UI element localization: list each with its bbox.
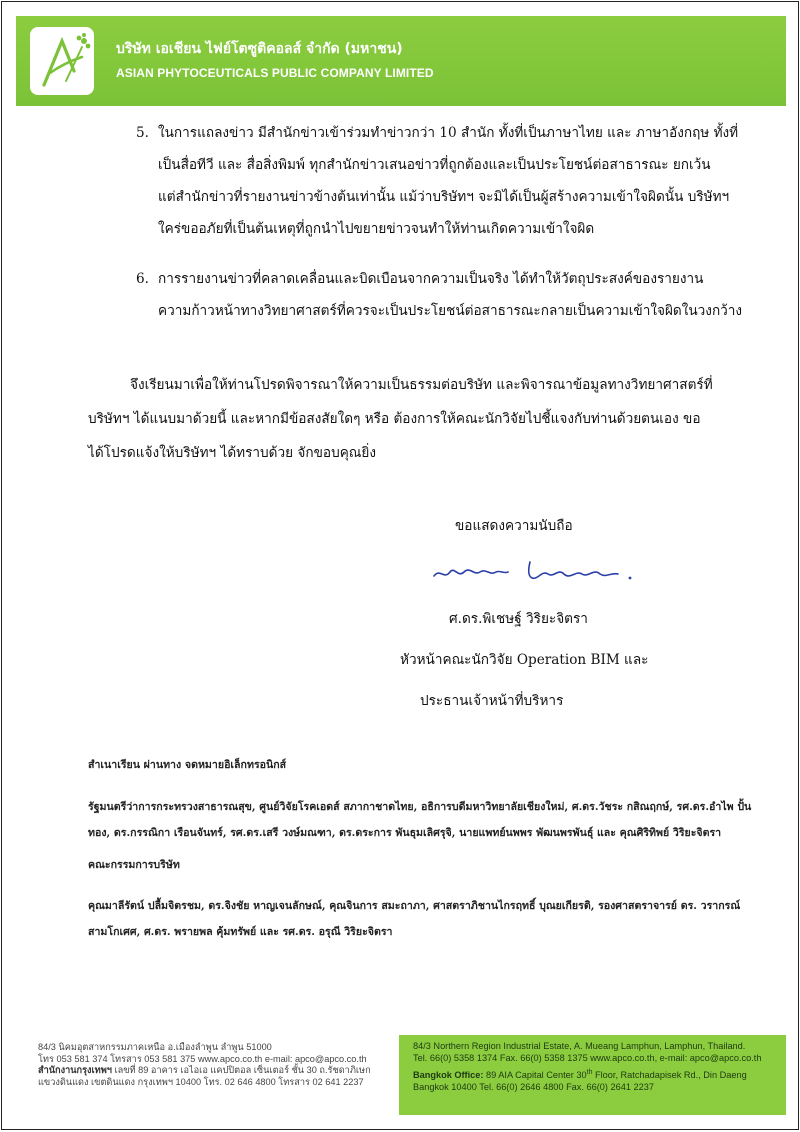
item-number: 5.	[136, 125, 149, 141]
bangkok-office-address-thai: เลขที่ 89 อาคาร เอไอเอ แคปปิตอล เซ็นเตอร์ ชั้น 30 ถ.รัชดาภิเษก	[111, 1065, 371, 1075]
letterhead-banner	[16, 16, 786, 106]
signatory-name: ศ.ดร.พิเชษฐ์ วิริยะจิตรา	[449, 611, 588, 627]
closing-line: ได้โปรดแจ้งให้บริษัทฯ ได้ทราบด้วย จักขอบคุณยิ่ง	[88, 445, 377, 461]
footer-address-english	[399, 1035, 786, 1115]
handwritten-signature	[430, 554, 640, 590]
cc-recipients	[88, 796, 752, 844]
cc-line: ทอง, ดร.กรรณิกา เรือนจันทร์, รศ.ดร.เสรี วงษ์มณฑา, ดร.ดระการ พันธุมเลิศรุจิ, นายแพทย์นพพร พัฒนพรพันธุ์ และ คุณศิริทิพย์ วิริยะจิตรา	[88, 827, 722, 839]
item-number: 6.	[136, 271, 149, 287]
signatory-title-2: ประธานเจ้าหน้าที่บริหาร	[420, 693, 564, 709]
item-text	[158, 266, 743, 324]
closing-line: บริษัทฯ ได้แนบมาด้วยนี้ และหากมีข้อสงสัยใดๆ หรือ ต้องการให้คณะนักวิจัยไปชี้แจงกับท่านด้วยตนเอง ขอ	[88, 411, 701, 427]
item-line: แต่สำนักข่าวที่รายงานข่าวข้างต้นเท่านั้น แม้ว่าบริษัทฯ จะมิได้เป็นผู้สร้างความเข้าใจผิดนั้น บริษัทฯ	[158, 189, 730, 205]
footer-line: โทร 053 581 374 โทรสาร 053 581 375 www.apco.co.th e-mail: apco@apco.co.th	[38, 1053, 367, 1064]
footer-line	[413, 1067, 778, 1082]
item-line: ใคร่ขออภัยที่เป็นต้นเหตุที่ถูกนำไปขยายข่าวจนทำให้ท่านเกิดความเข้าใจผิด	[158, 221, 595, 237]
footer-line: 84/3 นิคมอุตสาหกรรมภาคเหนือ อ.เมืองลำพูน ลำพูน 51000	[38, 1042, 272, 1052]
board-line: คุณมาลีรัตน์ ปลื้มจิตรชม, ดร.จิงชัย หาญเจนลักษณ์, คุณจินการ สมะถาภา, ศาสตราภิชานไกรฤทธิ์ บุณยเกียรติ, รองศาสตราจารย์ ดร. วรากรณ์	[88, 900, 741, 912]
item-line: ในการแถลงข่าว มีสำนักข่าวเข้าร่วมทำข่าวกว่า 10 สำนัก ทั้งที่เป็นภาษาไทย และ ภาษาอังกฤษ ทั้งที่	[158, 125, 739, 141]
item-line: การรายงานข่าวที่คลาดเคลื่อนและบิดเบือนจากความเป็นจริง ได้ทำให้วัตถุประสงค์ของรายงาน	[158, 271, 704, 287]
cc-line: รัฐมนตรีว่าการกระทรวงสาธารณสุข, ศูนย์วิจัยโรคเอดส์ สภากาชาดไทย, อธิการบดีมหาวิทยาลัยเชียงใหม่, ศ.ดร.วัชระ กสิณฤกษ์, รศ.ดร.อำไพ ปั้น	[88, 801, 752, 813]
bangkok-office-label-thai: สำนักงานกรุงเทพฯ	[38, 1065, 112, 1075]
footer-line	[38, 1065, 398, 1077]
bangkok-office-address: 89 AIA Capital Center 30	[483, 1070, 587, 1081]
closing-paragraph	[88, 372, 713, 466]
apco-logo-icon	[30, 27, 94, 95]
footer-address-thai	[38, 1042, 398, 1088]
ordinal-suffix: th	[586, 1069, 593, 1076]
cc-heading: สำเนาเรียน ผ่านทาง จดหมายอิเล็กทรอนิกส์	[88, 759, 287, 771]
signatory-title-1: หัวหน้าคณะนักวิจัย Operation BIM และ	[400, 652, 649, 668]
item-text	[158, 120, 739, 242]
company-name-thai: บริษัท เอเชียน ไฟย์โตซูติคอลส์ จำกัด (มหาชน)	[116, 41, 403, 57]
footer-line: Bangkok 10400 Tel. 66(0) 2646 4800 Fax. 66(0) 2641 2237	[413, 1081, 654, 1092]
footer-line: Tel. 66(0) 5358 1374 Fax. 66(0) 5358 1375 www.apco.co.th, e-mail: apco@apco.co.th	[413, 1052, 762, 1063]
company-logo	[30, 27, 94, 95]
item-line: ความก้าวหน้าทางวิทยาศาสตร์ที่ควรจะเป็นประโยชน์ต่อสาธารณะกลายเป็นความเข้าใจผิดในวงกว้าง	[158, 303, 743, 319]
letter-page	[1, 1, 799, 1130]
board-heading: คณะกรรมการบริษัท	[88, 859, 180, 871]
bangkok-office-label: Bangkok Office:	[413, 1070, 484, 1081]
bangkok-office-address-rest: Floor, Ratchadapisek Rd., Din Daeng	[592, 1070, 747, 1081]
board-line: สามโกเศศ, ศ.ดร. พรายพล คุ้มทรัพย์ และ รศ.ดร. อรุณี วิริยะจิตรา	[88, 926, 393, 938]
regards-text: ขอแสดงความนับถือ	[455, 518, 573, 534]
item-line: เป็นสื่อทีวี และ สื่อสิ่งพิมพ์ ทุกสำนักข่าวเสนอข่าวที่ถูกต้องและเป็นประโยชน์ต่อสาธารณะ ยกเว้น	[158, 157, 711, 173]
footer-line: 84/3 Northern Region Industrial Estate, A. Mueang Lamphun, Lamphun, Thailand.	[413, 1041, 746, 1051]
company-name-english: ASIAN PHYTOCEUTICALS PUBLIC COMPANY LIMITED	[116, 66, 434, 80]
footer-line: แขวงดินแดง เขตดินแดง กรุงเทพฯ 10400 โทร. 02 646 4800 โทรสาร 02 641 2237	[38, 1076, 364, 1087]
closing-line: จึงเรียนมาเพื่อให้ท่านโปรดพิจารณาให้ความเป็นธรรมต่อบริษัท และพิจารณาข้อมูลทางวิทยาศาสตร์ที่	[130, 377, 713, 393]
board-members	[88, 895, 741, 943]
